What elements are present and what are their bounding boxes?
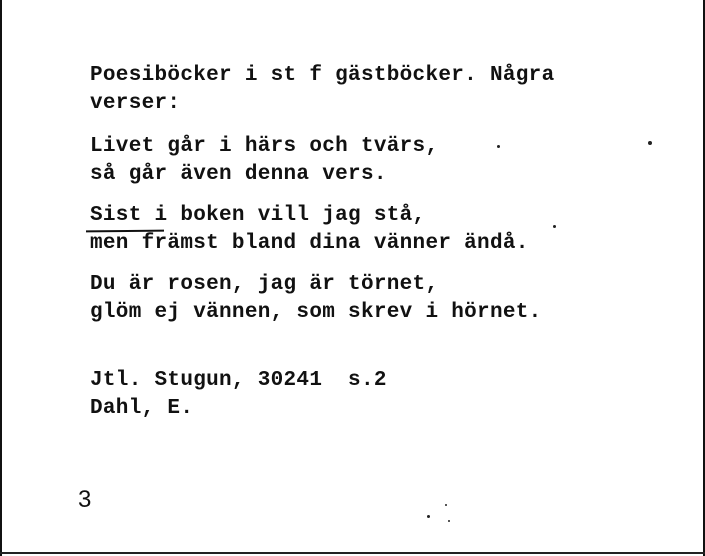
card-header — [90, 62, 554, 118]
stanza-3-line-1: Du är rosen, jag är törnet, — [90, 273, 439, 296]
stanza-3-line-2: glöm ej vännen, som skrev i hörnet. — [90, 301, 542, 324]
stanza-2-line-1: Sist i boken vill jag stå, — [90, 204, 426, 227]
stanza-1-line-2: så går även denna vers. — [90, 163, 387, 186]
header-line-2: verser: — [90, 92, 181, 115]
stanza-1 — [90, 133, 438, 189]
ink-speck — [448, 520, 450, 522]
signature-block — [90, 367, 387, 423]
card-left-edge — [0, 0, 2, 556]
ink-speck — [648, 141, 652, 145]
ink-speck — [497, 145, 500, 148]
ink-speck — [445, 504, 447, 506]
stanza-2-line-2: men främst bland dina vänner ändå. — [90, 232, 529, 255]
signature-line-1: Jtl. Stugun, 30241 s.2 — [90, 369, 387, 392]
signature-line-2: Dahl, E. — [90, 397, 194, 420]
page-number: 3 — [78, 486, 92, 513]
header-line-1: Poesiböcker i st f gästböcker. Några — [90, 64, 555, 87]
ink-speck — [427, 515, 430, 518]
stanza-1-line-1: Livet går i härs och tvärs, — [90, 135, 439, 158]
ink-speck — [553, 225, 556, 228]
card-bottom-edge — [0, 552, 705, 554]
stanza-3 — [90, 271, 542, 327]
